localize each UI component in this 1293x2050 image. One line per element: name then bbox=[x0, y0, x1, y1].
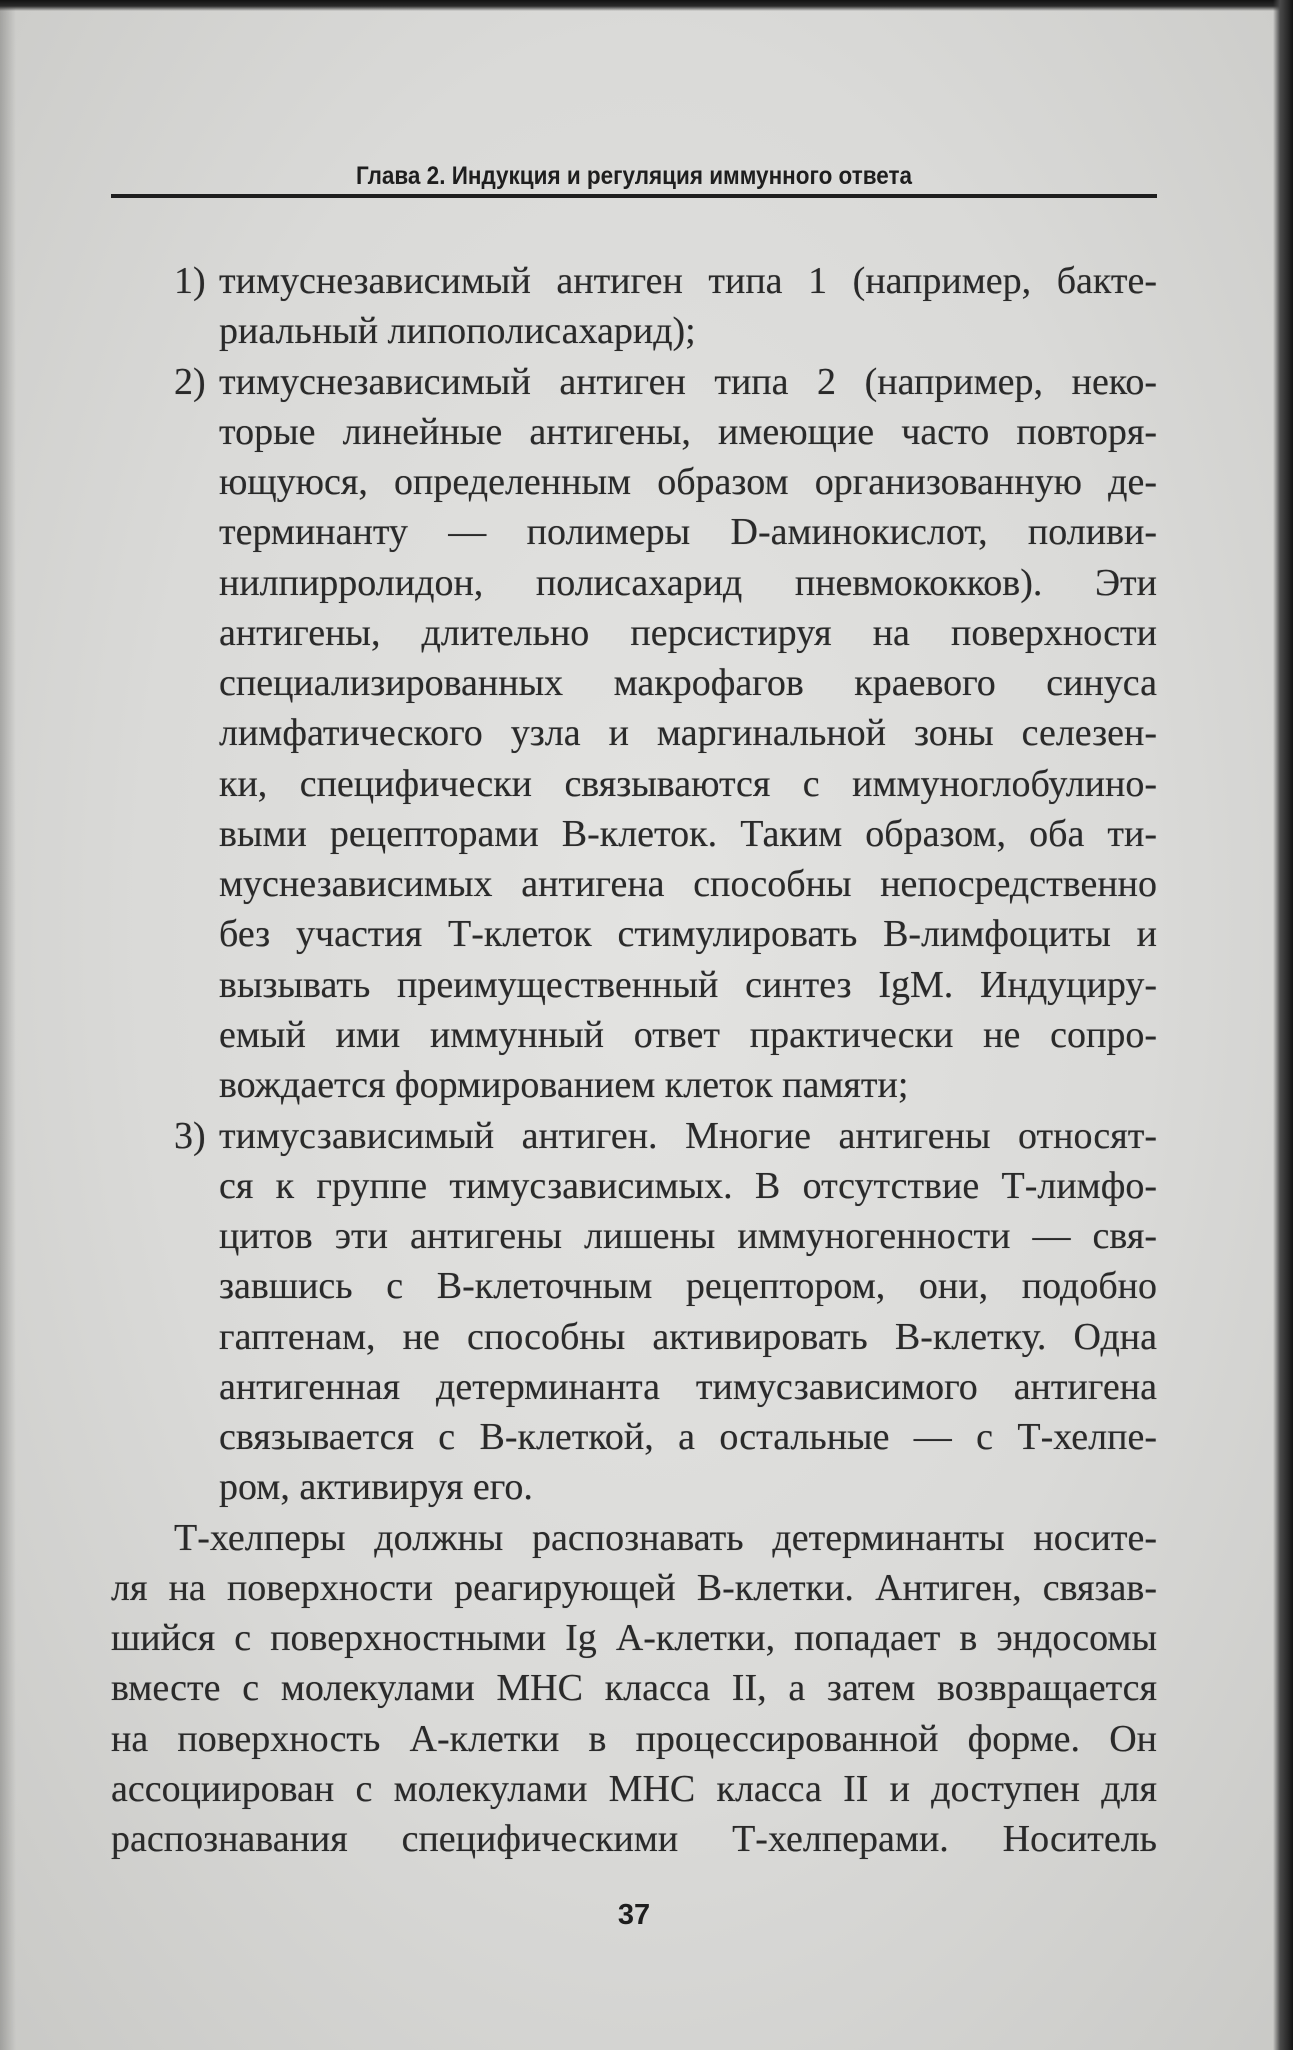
text-line: ассоциирован с молекулами МНС класса II и доступен для bbox=[111, 1767, 1157, 1810]
text-line: тимуснезависимый антиген типа 2 (например, неко- bbox=[219, 360, 1157, 403]
text-line: завшись с В-клеточным рецептором, они, подобно bbox=[219, 1265, 1157, 1308]
text-line: тимуснезависимый антиген типа 1 (например, бакте- bbox=[219, 260, 1157, 302]
text-line: ки, специфически связываются с иммуноглобулино- bbox=[219, 762, 1157, 805]
scan-top-edge bbox=[0, 0, 1293, 11]
list-item-1 bbox=[0, 256, 1293, 357]
text-line: вместе с молекулами МНС класса II, а затем возвращается bbox=[111, 1667, 1157, 1710]
text-line: без участия Т-клеток стимулировать В-лимфоциты и bbox=[219, 913, 1157, 956]
text-line: Т-хелперы должны распознавать детерминанты носите- bbox=[174, 1516, 1157, 1559]
text-line: емый ими иммунный ответ практически не сопро- bbox=[219, 1013, 1157, 1056]
text-line: ля на поверхности реагирующей В-клетки. Антиген, связав- bbox=[111, 1566, 1157, 1609]
running-head-rule bbox=[111, 194, 1157, 198]
text-line: цитов эти антигены лишены иммуногенности — свя- bbox=[219, 1215, 1157, 1258]
text-line: терминанту — полимеры D-аминокислот, поливи- bbox=[219, 511, 1157, 554]
list-marker: 2) bbox=[174, 360, 206, 403]
text-line: лимфатического узла и маргинальной зоны селезен- bbox=[219, 712, 1157, 755]
text-line: ром, активируя его. bbox=[219, 1466, 533, 1509]
text-line: антигены, длительно персистируя на поверхности bbox=[219, 611, 1157, 654]
text-line: ющуюся, определенным образом организованную де- bbox=[219, 461, 1157, 504]
text-line: ся к группе тимусзависимых. В отсутствие Т-лимфо- bbox=[219, 1164, 1157, 1207]
text-line: гаптенам, не способны активировать В-клетку. Одна bbox=[219, 1315, 1157, 1358]
text-line: нилпирролидон, полисахарид пневмококков). Эти bbox=[219, 561, 1157, 604]
page-body bbox=[0, 256, 1293, 1865]
text-line: вызывать преимущественный синтез IgM. Индуциру- bbox=[219, 963, 1157, 1006]
running-head: Глава 2. Индукция и регуляция иммунного ответа bbox=[355, 162, 913, 190]
text-line: выми рецепторами В-клеток. Таким образом, оба ти- bbox=[219, 812, 1157, 855]
page-number: 37 bbox=[617, 1899, 651, 1931]
text-line: связывается с В-клеткой, а остальные — с Т-хелпе- bbox=[219, 1416, 1157, 1459]
text-line: шийся с поверхностными Ig А-клетки, попадает в эндосомы bbox=[111, 1617, 1157, 1660]
text-line: торые линейные антигены, имеющие часто повторя- bbox=[219, 410, 1157, 453]
list-item-3 bbox=[0, 1111, 1293, 1513]
list-marker: 3) bbox=[174, 1114, 206, 1157]
text-line: специализированных макрофагов краевого синуса bbox=[219, 662, 1157, 705]
text-line: распознавания специфическими Т-хелперами. Носитель bbox=[111, 1818, 1157, 1861]
text-line: тимусзависимый антиген. Многие антигены относят- bbox=[219, 1114, 1157, 1157]
list-marker: 1) bbox=[174, 260, 206, 302]
list-item-2 bbox=[0, 357, 1293, 1111]
body-paragraph bbox=[0, 1513, 1293, 1865]
text-line: на поверхность А-клетки в процессированной форме. Он bbox=[111, 1717, 1157, 1760]
text-line: антигенная детерминанта тимусзависимого антигена bbox=[219, 1365, 1157, 1408]
text-line: риальный липополисахарид); bbox=[219, 310, 696, 353]
text-line: муснезависимых антигена способны непосредственно bbox=[219, 863, 1157, 906]
text-line: вождается формированием клеток памяти; bbox=[219, 1064, 909, 1107]
